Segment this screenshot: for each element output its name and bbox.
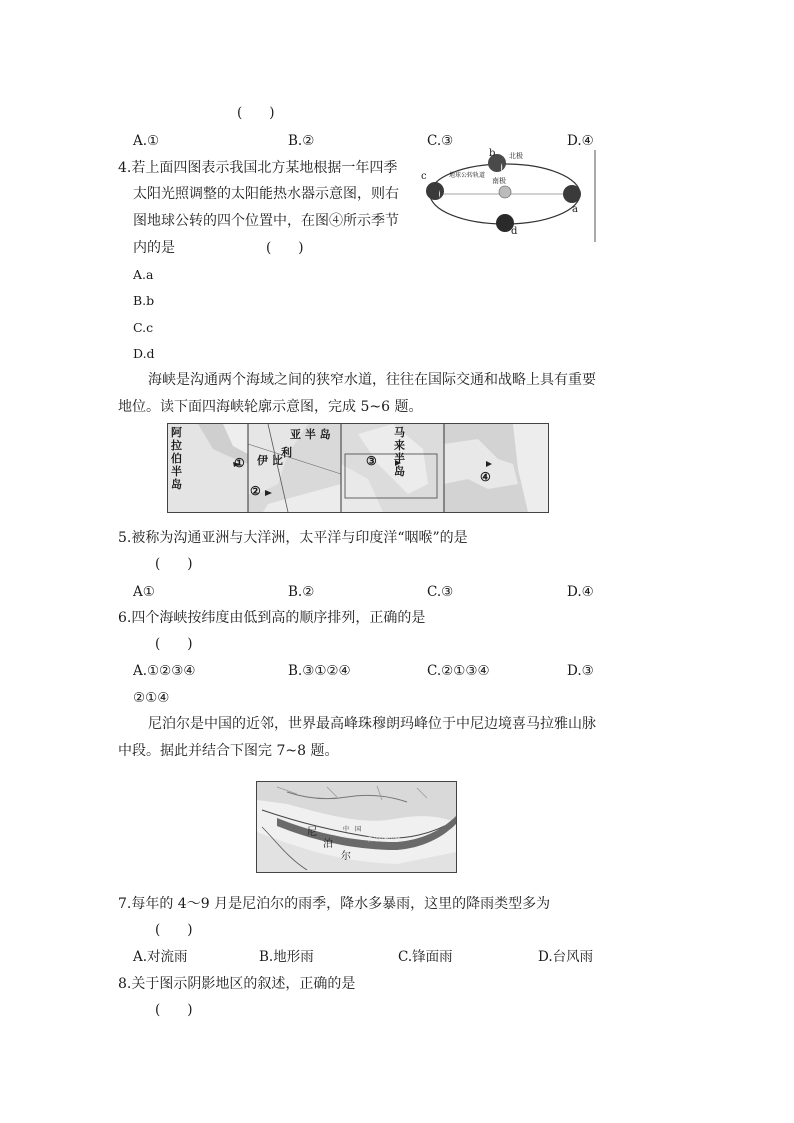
label-iberia-mid: 利: [281, 446, 292, 459]
label-china: 中 国: [343, 826, 362, 833]
intro-5-6-line-2: 地位。读下面四海峡轮廓示意图，完成 5~6 题。: [118, 399, 423, 415]
strait-map: [167, 423, 549, 513]
label-c: c: [421, 171, 427, 182]
q4-option-d: D.d: [133, 346, 155, 361]
q4-option-b: B.b: [133, 293, 155, 308]
label-arabian-peninsula: 阿拉伯半岛: [171, 426, 182, 491]
label-south-pole: 南极: [492, 177, 506, 185]
q3-option-d: D.④: [567, 133, 594, 149]
q4-option-c: C.c: [133, 320, 154, 335]
q4-option-a: A.a: [133, 267, 154, 282]
earth-orbit-figure: [415, 150, 597, 242]
label-orbit: 地球公转轨道: [449, 172, 486, 179]
q6-option-d-wrap: ②①④: [133, 690, 170, 706]
q5-option-a: A①: [133, 584, 155, 600]
nepal-map: [256, 781, 457, 873]
intro-7-8-line-2: 中段。据此并结合下图完 7~8 题。: [118, 743, 339, 759]
q3-option-a: A.①: [133, 133, 160, 149]
label-nepal-po: 泊: [323, 839, 333, 850]
q4-paren: ( ): [266, 240, 304, 256]
intro-7-8-line-1: 尼泊尔是中国的近邻，世界最高峰珠穆朗玛峰位于中尼边境喜马拉雅山脉: [148, 716, 596, 732]
label-d: d: [511, 226, 518, 237]
label-himalaya: 喜马拉雅山脉: [367, 837, 401, 843]
label-b: b: [489, 148, 496, 159]
q3-option-b: B.②: [288, 133, 315, 149]
q4-line-2: 太阳光照调整的太阳能热水器示意图，则右: [133, 186, 399, 202]
label-strait-2: ②: [250, 484, 261, 498]
q7-option-a: A.对流雨: [133, 949, 188, 965]
label-malay-peninsula: 马来半岛: [394, 426, 405, 478]
label-strait-1: ①: [234, 456, 245, 470]
q7-option-c: C.锋面雨: [398, 949, 453, 965]
label-nepal-ni: 尼: [307, 827, 317, 838]
earth-position-c: [426, 182, 444, 200]
q3-option-c: C.③: [427, 133, 454, 149]
q7-option-b: B.地形雨: [259, 949, 314, 965]
q6-question: 6.四个海峡按纬度由低到高的顺序排列，正确的是: [118, 610, 426, 626]
label-north-pole: 北极: [509, 152, 523, 160]
q6-option-b: B.③①②④: [288, 663, 351, 679]
q8-question: 8.关于图示阴影地区的叙述，正确的是: [118, 976, 356, 992]
q4-line-4: 内的是: [133, 240, 175, 256]
q3-paren: ( ): [237, 105, 275, 121]
q7-option-d: D.台风雨: [538, 949, 594, 965]
q6-paren: ( ): [155, 636, 193, 652]
label-iberia-low: 伊 比: [257, 454, 283, 467]
q5-question: 5.被称为沟通亚洲与大洋洲，太平洋与印度洋“咽喉”的是: [118, 530, 468, 546]
q4-line-3: 图地球公转的四个位置中，在图④所示季节: [133, 213, 399, 229]
label-strait-3: ③: [366, 454, 377, 468]
intro-5-6-line-1: 海峡是沟通两个海域之间的狭窄水道，往往在国际交通和战略上具有重要: [148, 372, 596, 388]
q5-option-c: C.③: [427, 584, 454, 600]
q4-line-1: 4.若上面四图表示我国北方某地根据一年四季: [118, 160, 398, 176]
q6-option-a: A.①②③④: [133, 663, 196, 679]
label-a: a: [572, 204, 578, 215]
q7-paren: ( ): [155, 922, 193, 938]
q5-option-d: D.④: [567, 584, 594, 600]
earth-position-a: [563, 185, 581, 203]
q6-option-d: D.③: [567, 663, 594, 679]
label-strait-4: ④: [480, 470, 491, 484]
q6-option-c: C.②①③④: [427, 663, 490, 679]
q5-paren: ( ): [155, 556, 193, 572]
q7-question: 7.每年的 4～9 月是尼泊尔的雨季，降水多暴雨，这里的降雨类型多为: [118, 896, 551, 912]
q5-option-b: B.②: [288, 584, 315, 600]
label-iberia-top: 亚 半 岛: [290, 428, 331, 441]
label-nepal-er: 尔: [341, 851, 351, 862]
q8-paren: ( ): [155, 1002, 193, 1018]
